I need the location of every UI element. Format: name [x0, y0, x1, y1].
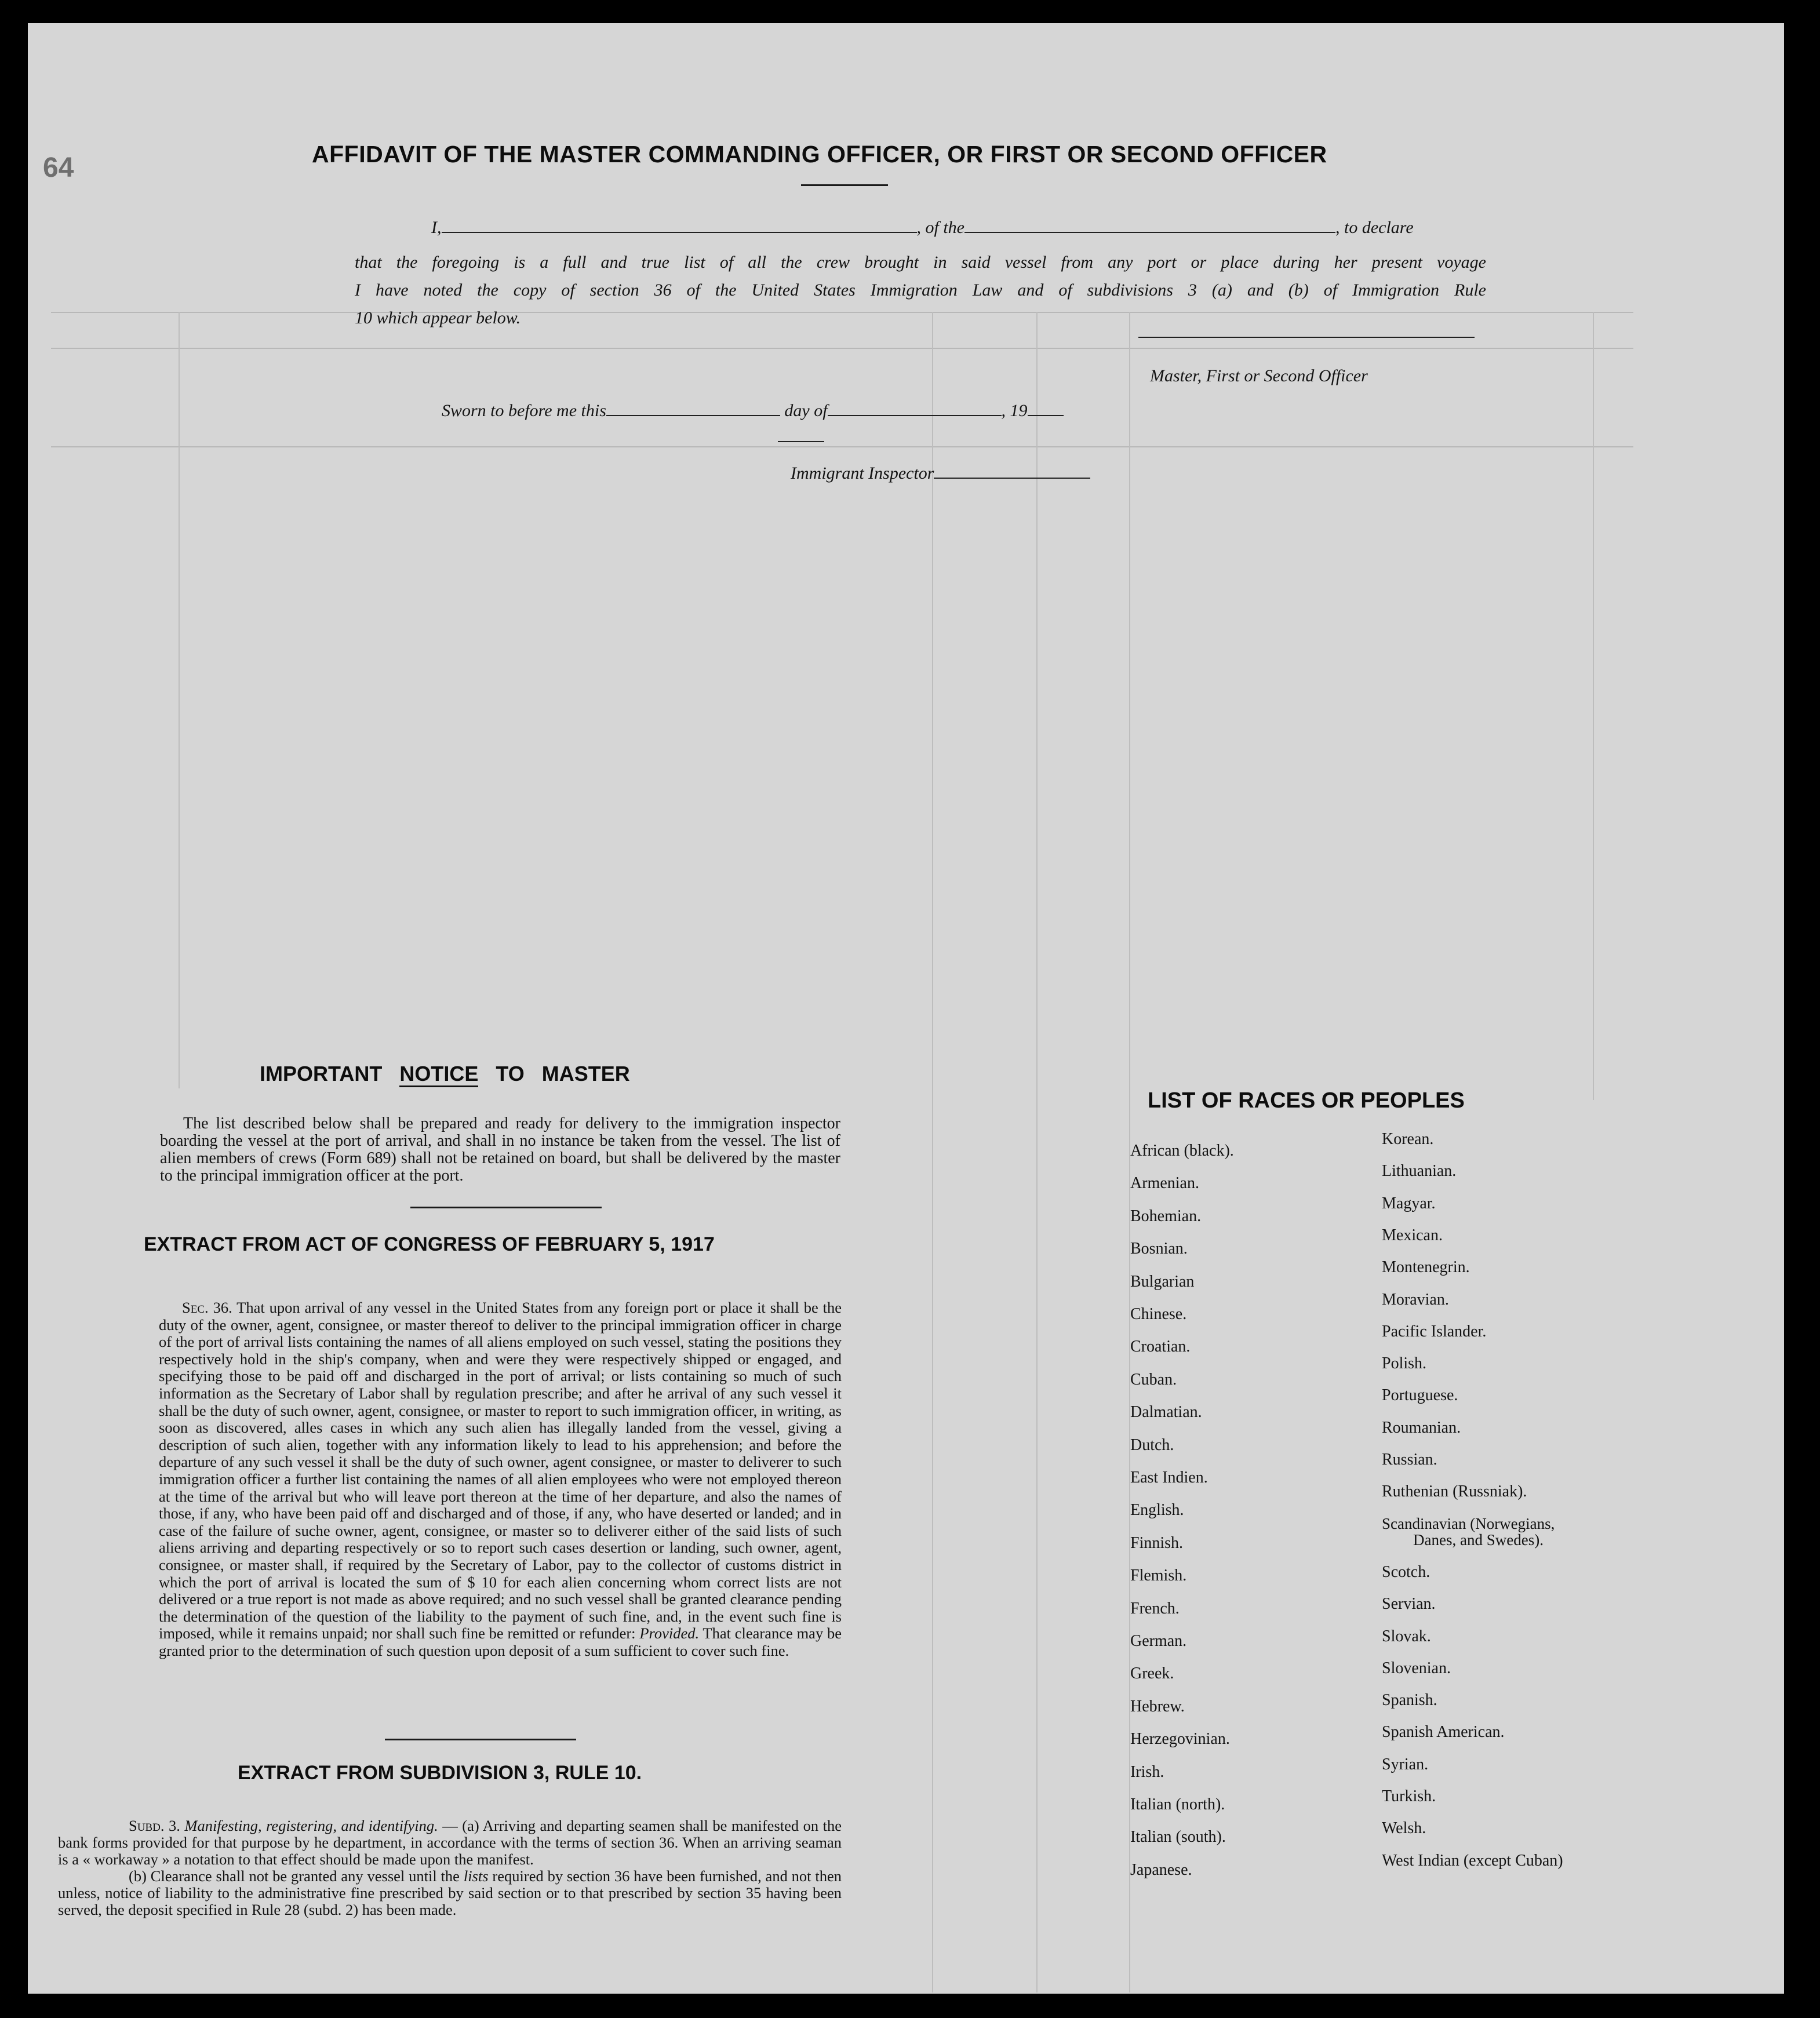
sworn-day-of: day of: [784, 401, 828, 420]
race-item: Slovenian.: [1382, 1659, 1451, 1677]
race-item: Scotch.: [1382, 1562, 1430, 1581]
rule-subd-label: Subd. 3.: [129, 1817, 180, 1834]
race-item: Flemish.: [1130, 1567, 1187, 1585]
affidavit-line-4: 10 which appear below.: [355, 308, 521, 327]
race-item: Pacific Islander.: [1382, 1322, 1487, 1341]
bleed-through-rule: [51, 446, 1633, 447]
race-item: Russian.: [1382, 1451, 1437, 1469]
act-provided: Provided.: [639, 1624, 700, 1642]
race-item: Slovak.: [1382, 1627, 1431, 1645]
affidavit-line-1: [431, 218, 1414, 238]
section-rule: [385, 1739, 576, 1740]
act-paragraph: [159, 1299, 842, 1659]
rule-subd-heading: Manifesting, registering, and identifying.: [184, 1817, 438, 1834]
rule-para-b-1: (b) Clearance shall not be granted any vessel until the: [129, 1867, 460, 1885]
race-item: Scandinavian (Norwegians,: [1382, 1514, 1555, 1532]
inspector-rule-top: [778, 440, 824, 442]
race-item: Ruthenian (Russniak).: [1382, 1482, 1527, 1501]
race-item: Bohemian.: [1130, 1207, 1202, 1225]
affidavit-of-the-label: , of the: [916, 218, 964, 237]
inspector-label: Immigrant Inspector: [791, 464, 934, 483]
affidavit-line-2: that the foregoing is a full and true list of all the crew brought in said vessel from any port or place during her present voyage: [355, 253, 1486, 272]
race-item: Syrian.: [1382, 1755, 1429, 1773]
race-item: Bosnian.: [1130, 1240, 1188, 1258]
bleed-through-rule: [51, 312, 1633, 313]
act-title: EXTRACT FROM ACT OF CONGRESS OF FEBRUARY 5, 1917: [144, 1233, 715, 1255]
race-item: Armenian.: [1130, 1174, 1199, 1193]
race-item: French.: [1130, 1599, 1180, 1618]
margin-mark: 64: [43, 152, 74, 183]
race-item: English.: [1130, 1501, 1184, 1520]
race-item: Greek.: [1130, 1664, 1174, 1683]
race-item: Korean.: [1382, 1130, 1434, 1148]
sworn-year-blank[interactable]: [1028, 414, 1064, 416]
signature-blank[interactable]: [1138, 336, 1475, 338]
race-item: Dutch.: [1130, 1436, 1174, 1454]
race-item: Hebrew.: [1130, 1697, 1185, 1715]
sworn-prefix: Sworn to before me this: [442, 401, 606, 420]
act-section-text: That upon arrival of any vessel in the United States from any foreign port or place it shall be the duty of the owner, agent, consignee, or master thereof to deliver to the principal immigration officer in charge of the port of arrival lists containing the names of all aliens employed on such vessel, stating the positions they respectively hold in the ship's company, when and were they were respectively shipped or engaged, and specifying those to be paid off and discharged in the port of arrival; or lists containing so much of such information as the Secretary of Labor shall by regulation prescribe; and after he arrival of any such vessel it shall be the duty of such owner, agent, consignee, or master to report to such immigration officer, in writing, as soon as discovered, alles cases in which any such alien has illegally landed from the vessel, giving a description of such alien, together with any information likely to lead to his apprehension; and before the departure of any such vessel it shall be the duty of such owner, agent consignee, or master to deliverer to such immigration officer a further list containing the names of all alien employees who were not employed thereon at the time of the arrival but who will leave port thereon at the time of her departure, and also the names of those, if any, who have been paid off and discharged and of those, if any, who have deserted or landed; and in case of the failure of suche owner, agent, consignee, or master so to deliverer either of the said lists of such aliens arriving and departing respectively or so to report such cases desertion or landing, such owner, agent, consignee, or master shall, if required by the Secretary of Labor, pay to the collector of customs district in which the port of arrival is located the sum of $ 10 for each alien concerning whom correct lists are not delivered or a true report is not made as above required; and no such vessel shall be granted clearance pending the determination of the question of the liability to the payment of such fine, and, in the event such fine is imposed, while it remains unpaid; nor shall such fine be remitted or refunder:: [159, 1299, 842, 1642]
race-item: Herzegovinian.: [1130, 1730, 1230, 1749]
race-item: Servian.: [1382, 1595, 1436, 1613]
affidavit-title-rule: [801, 184, 888, 186]
race-item: Chinese.: [1130, 1305, 1187, 1323]
notice-title-word: NOTICE: [399, 1062, 478, 1087]
race-item: Magyar.: [1382, 1194, 1436, 1212]
bleed-through-rule: [179, 312, 180, 1088]
race-item: Roumanian.: [1382, 1418, 1461, 1437]
race-item: Dalmatian.: [1130, 1403, 1202, 1422]
section-rule: [410, 1207, 602, 1208]
rule-para-b-2: required by section 36 have been furnished, and not then unless, notice of liability to the administrative fine prescribed by said section or to that prescribed by section 35 having been served, the deposit specified in Rule 28 (subd. 2) has been made.: [58, 1867, 842, 1918]
notice-title-word: TO: [496, 1062, 525, 1086]
race-item: Japanese.: [1130, 1860, 1192, 1879]
race-item: Finnish.: [1130, 1533, 1184, 1552]
notice-paragraph: The list described below shall be prepared and ready for delivery to the immigration inspector boarding the vessel at the port of arrival, and shall in no instance be taken from the vessel. The list of alien members of crews (Form 689) shall not be retained on board, but shall be delivered by the master to the principal immigration officer at the port.: [160, 1114, 840, 1185]
act-section-label: Sec. 36.: [182, 1299, 232, 1316]
race-item: West Indian (except Cuban): [1382, 1851, 1563, 1870]
race-item: Turkish.: [1382, 1787, 1436, 1805]
race-item: Italian (south).: [1130, 1828, 1226, 1846]
sworn-month-blank[interactable]: [828, 414, 1002, 416]
race-item: East Indien.: [1130, 1469, 1208, 1487]
rule-para-a: — (a) Arriving and departing seamen shall be manifested on the bank forms provided for that purpose by he department, in accordance with the terms of section 36. When an arriving seaman is a « workaway » a notation to that effect should be made upon the manifest.: [58, 1817, 842, 1868]
document-sheet: [28, 23, 1784, 1994]
rule-body: [58, 1817, 842, 1918]
race-item: Danes, and Swedes).: [1413, 1531, 1544, 1549]
sworn-year: , 19: [1001, 401, 1028, 420]
race-item: Irish.: [1130, 1762, 1164, 1781]
rule-para-b-lists: lists: [463, 1867, 489, 1885]
races-title: LIST OF RACES OR PEOPLES: [1148, 1088, 1465, 1113]
bleed-through-rule: [51, 348, 1633, 349]
notice-title-word: IMPORTANT: [260, 1062, 383, 1086]
race-item: Croatian.: [1130, 1338, 1191, 1356]
rule-paragraph-b: [58, 1868, 842, 1918]
bleed-through-rule: [1036, 312, 1038, 1992]
bleed-through-rule: [1593, 312, 1594, 1100]
race-item: Polish.: [1382, 1354, 1427, 1373]
race-item: Cuban.: [1130, 1370, 1177, 1389]
notice-title-word: MASTER: [541, 1062, 630, 1086]
notice-title: [260, 1062, 630, 1086]
rule-paragraph-a: [58, 1817, 842, 1868]
race-item: Mexican.: [1382, 1226, 1443, 1244]
act-body: [159, 1299, 842, 1659]
signature-label: Master, First or Second Officer: [1150, 366, 1368, 385]
inspector-line: [791, 464, 1090, 483]
race-item: Spanish American.: [1382, 1723, 1505, 1742]
notice-body: [160, 1115, 840, 1185]
affidavit-i-label: I,: [431, 218, 442, 237]
race-item: Italian (north).: [1130, 1795, 1225, 1813]
race-item: Welsh.: [1382, 1819, 1426, 1838]
sworn-date-blank[interactable]: [606, 414, 780, 416]
act-section-end: That clearance may be granted prior to the determination of such question upon deposit of a sum sufficient to cover such fine.: [159, 1624, 842, 1659]
race-item: Moravian.: [1382, 1290, 1449, 1309]
race-item: African (black).: [1130, 1142, 1234, 1160]
inspector-blank[interactable]: [934, 477, 1090, 479]
affidavit-line-3: I have noted the copy of section 36 of the United States Immigration Law and of subdivisions 3 (a) and (b) of Immigration Rule: [355, 281, 1486, 300]
rule-title: EXTRACT FROM SUBDIVISION 3, RULE 10.: [238, 1762, 642, 1784]
affidavit-title: AFFIDAVIT OF THE MASTER COMMANDING OFFICER, OR FIRST OR SECOND OFFICER: [312, 141, 1327, 167]
race-item: Spanish.: [1382, 1691, 1437, 1710]
race-item: German.: [1130, 1632, 1187, 1650]
race-item: Portuguese.: [1382, 1386, 1458, 1405]
race-item: Bulgarian: [1130, 1272, 1195, 1291]
sworn-line: [442, 401, 1064, 421]
name-blank[interactable]: [442, 231, 917, 233]
race-item: Montenegrin.: [1382, 1258, 1470, 1277]
affidavit-to-declare-label: , to declare: [1335, 218, 1414, 237]
vessel-blank[interactable]: [964, 231, 1335, 233]
bleed-through-rule: [932, 312, 933, 1992]
race-item: Lithuanian.: [1382, 1162, 1457, 1181]
